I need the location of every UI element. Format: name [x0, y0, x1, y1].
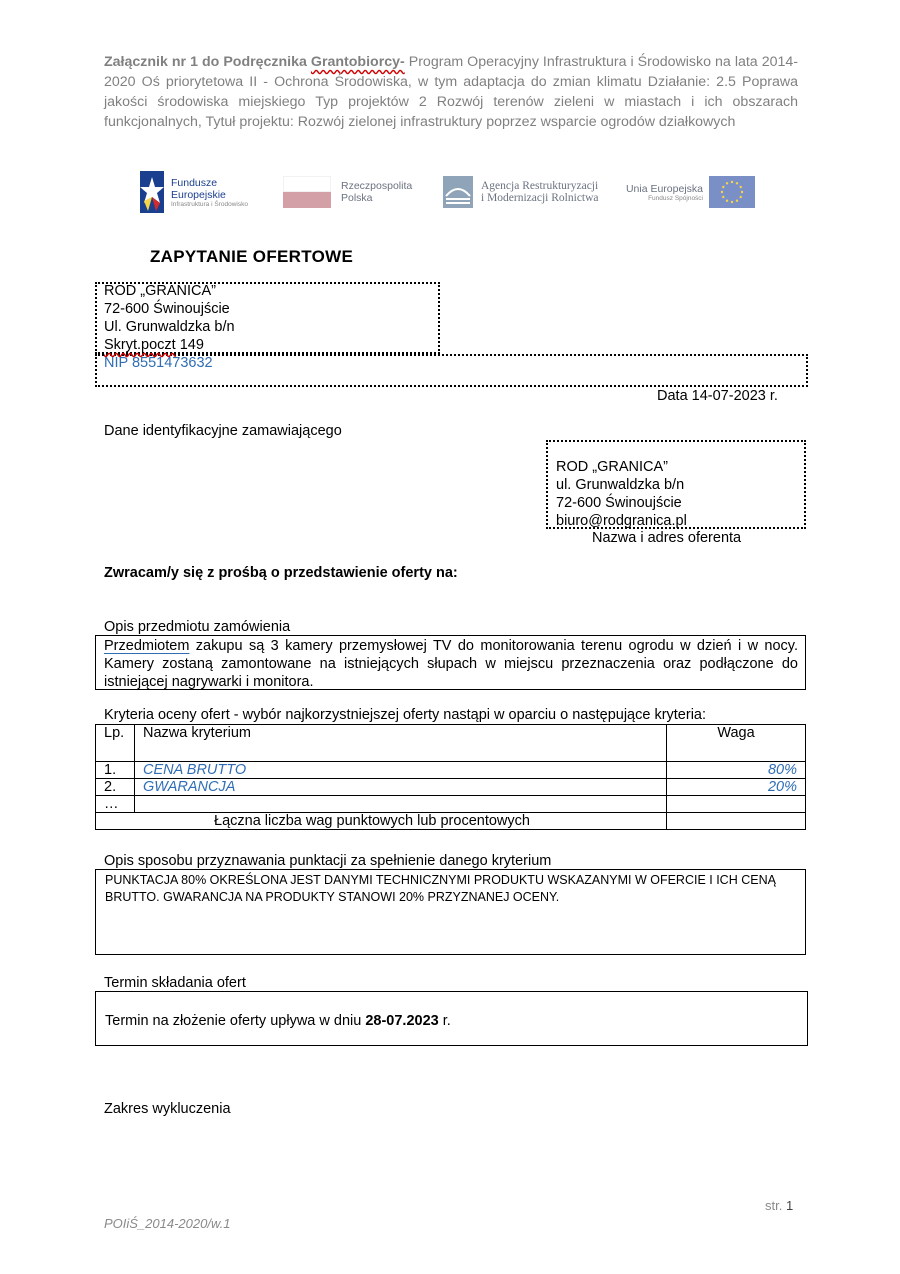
- criteria-row3-name: [135, 796, 667, 813]
- header-bold-text: Załącznik nr 1 do Podręcznika: [104, 54, 311, 70]
- orderer-line1: ROD „GRANICA”: [104, 283, 216, 299]
- arimr-emblem-icon: [443, 176, 473, 208]
- poland-flag-icon: [283, 176, 331, 208]
- criteria-row1-lp: 1.: [96, 762, 135, 779]
- criteria-total-label: Łączna liczba wag punktowych lub procentowych: [96, 813, 667, 830]
- criteria-row2-lp: 2.: [96, 779, 135, 796]
- criteria-row1-name: CENA BRUTTO: [135, 762, 667, 779]
- ue-line1: Unia Europejska: [625, 182, 703, 195]
- arimr-line1: Agencja Restrukturyzacji: [481, 180, 599, 192]
- deadline-label: Termin składania ofert: [104, 975, 246, 991]
- bidder-line1: ROD „GRANICA”: [556, 459, 668, 475]
- description-text: zakupu są 3 kamery przemysłowej TV do monitorowania terenu ogrodu w dzień i w nocy. Kamery zostaną zamontowane na istniejących słupach w miejscu przeznaczenia oraz podłączone do istniejącej nagrywarki i monitora.: [104, 638, 798, 690]
- criteria-row2-name: GWARANCJA: [135, 779, 667, 796]
- orderer-caption: Dane identyfikacyjne zamawiającego: [104, 423, 342, 439]
- orderer-address: [104, 282, 235, 372]
- arimr-logo: [443, 170, 608, 214]
- unia-europejska-logo: [620, 170, 770, 214]
- header-bold-squiggle: Grantobiorcy-: [310, 54, 405, 70]
- arimr-line2: i Modernizacji Rolnictwa: [481, 192, 599, 204]
- scoring-text: PUNKTACJA 80% OKREŚLONA JEST DANYMI TECHNICZNYMI PRODUKTU WSKAZANYMI W OFERCIE I ICH CENĄ BRUTTO. GWARANCJA NA PRODUKTY STANOWI 20% PRZYZNANEJ OCENY.: [105, 873, 776, 904]
- scoring-label: Opis sposobu przyznawania punktacji za spełnienie danego kryterium: [104, 853, 552, 869]
- deadline-date: 28-07.2023: [365, 1013, 439, 1029]
- criteria-total-value: [667, 813, 806, 830]
- page-number-value: 1: [785, 1198, 794, 1213]
- deadline-text-after: r.: [438, 1013, 451, 1029]
- deadline-box: [95, 991, 808, 1046]
- exclusion-label: Zakres wykluczenia: [104, 1101, 231, 1117]
- table-row: [96, 796, 806, 813]
- criteria-col-lp: Lp.: [96, 725, 135, 762]
- criteria-row3-lp: …: [96, 796, 135, 813]
- footer-code: POIiŚ_2014-2020/w.1: [104, 1216, 231, 1231]
- table-row: [96, 762, 806, 779]
- ue-line2: Fundusz Spójności: [648, 194, 703, 202]
- scoring-box: [95, 869, 806, 955]
- bidder-line3: 72-600 Świnoujście: [556, 495, 682, 511]
- criteria-row3-weight: [667, 796, 806, 813]
- criteria-row2-weight: 20%: [667, 779, 806, 796]
- deadline-text-before: Termin na złożenie oferty upływa w dniu: [105, 1013, 366, 1029]
- criteria-col-weight: Waga: [667, 725, 806, 762]
- document-header: [104, 52, 798, 132]
- orderer-line3: Ul. Grunwaldzka b/n: [104, 319, 235, 335]
- eu-flag-icon: [709, 176, 755, 208]
- criteria-total-row: [96, 813, 806, 830]
- bidder-address: [556, 458, 687, 530]
- orderer-nip: NIP 8551473632: [104, 355, 213, 371]
- criteria-row1-weight: 80%: [667, 762, 806, 779]
- rzeczpospolita-logo: [283, 170, 433, 214]
- page-number: [765, 1198, 793, 1213]
- rp-line2: Polska: [341, 192, 373, 204]
- orderer-line4: [104, 336, 235, 354]
- logos-strip: [140, 170, 770, 214]
- bidder-email: biuro@rodgranica.pl: [556, 513, 687, 529]
- table-row: [96, 779, 806, 796]
- description-underlined: Przedmiotem: [104, 638, 190, 654]
- criteria-table: [95, 724, 806, 830]
- orderer-line2: 72-600 Świnoujście: [104, 301, 230, 317]
- request-heading: Zwracam/y się z prośbą o przedstawienie oferty na:: [104, 565, 458, 581]
- fe-line1: Fundusze: [171, 176, 218, 189]
- header-text: Program Operacyjny Infrastruktura i Środowisko na lata 2014-2020 Oś priorytetowa II - Ochrona Środowiska, w tym adaptacja do zmian klimatu Działanie: 2.5 Poprawa jakości środowiska miejskiego Typ projektów 2 Rozwój terenów zieleni w miastach i ich obszarach funkcjonalnych, Tytuł projektu: Rozwój zielonej infrastruktury poprzez wsparcie ogrodów działkowych: [104, 54, 798, 130]
- criteria-label: Kryteria oceny ofert - wybór najkorzystniejszej oferty nastąpi w oparciu o następujące kryteria:: [104, 707, 707, 723]
- fe-line2: Europejskie: [171, 188, 226, 201]
- orderer-pobox-label: Skryt.poczt: [104, 337, 176, 353]
- page-title: ZAPYTANIE OFERTOWE: [150, 247, 354, 266]
- bidder-caption: Nazwa i adres oferenta: [592, 530, 742, 546]
- orderer-pobox-number: 149: [175, 337, 204, 353]
- rp-line1: Rzeczpospolita: [341, 180, 413, 192]
- bidder-line2: ul. Grunwaldzka b/n: [556, 477, 685, 493]
- description-box: [95, 635, 806, 690]
- fe-line3: Infrastruktura i Środowisko: [171, 200, 248, 208]
- fe-star-icon: [140, 171, 164, 213]
- criteria-header-row: [96, 725, 806, 762]
- page-number-label: str.: [765, 1198, 786, 1213]
- description-label: Opis przedmiotu zamówienia: [104, 619, 291, 635]
- fundusze-europejskie-logo: [140, 170, 270, 214]
- document-date: Data 14-07-2023 r.: [657, 388, 778, 404]
- criteria-col-name: Nazwa kryterium: [135, 725, 667, 762]
